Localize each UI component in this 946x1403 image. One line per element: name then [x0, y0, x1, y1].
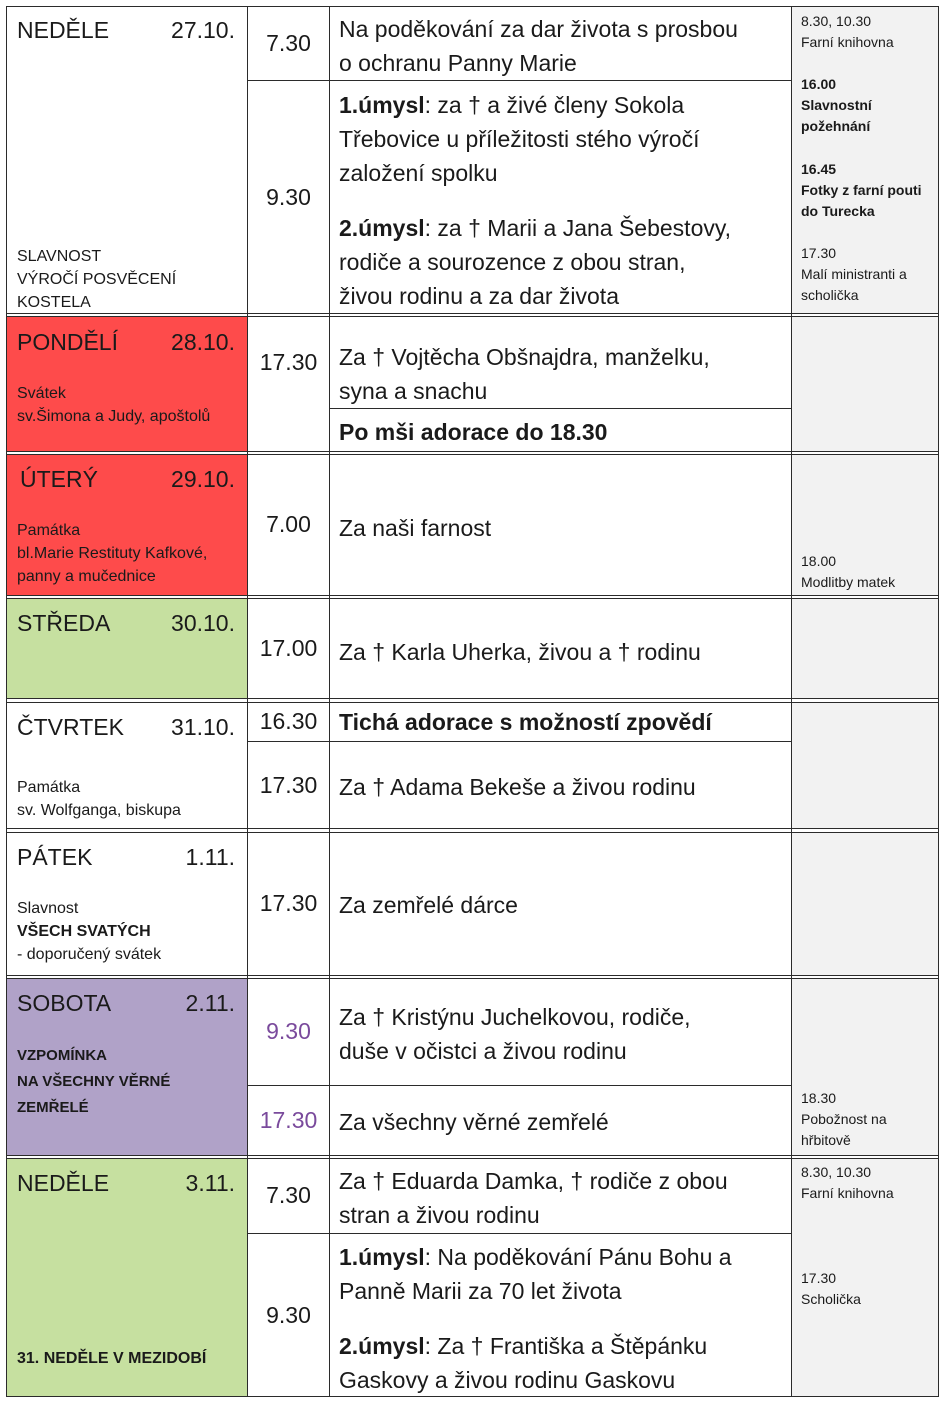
intention-line: Za všechny věrné zemřelé: [339, 1109, 609, 1135]
feast-line: Památka: [17, 779, 81, 796]
day-date: 28.10.: [171, 329, 235, 355]
intention-line: : Za † Františka a Štěpánku: [424, 1333, 708, 1359]
intention-line: o ochranu Panny Marie: [339, 50, 577, 76]
day-cell: [7, 317, 247, 451]
side-cell-bg: [792, 702, 938, 828]
mass-intention: [339, 888, 518, 922]
feast-line: bl.Marie Restituty Kafkové,: [17, 545, 208, 562]
mass-intention: [339, 770, 696, 804]
intention-line: stran a živou rodinu: [339, 1202, 540, 1228]
intention-line: Za † Vojtěcha Obšnajdra, manželku,: [339, 344, 710, 370]
event-title: Malí ministranti a: [801, 266, 907, 282]
event-title: Scholička: [801, 1291, 861, 1307]
intention-line: Na poděkování za dar života s prosbou: [339, 16, 738, 42]
intention-line: : za † Marii a Jana Šebestovy,: [424, 215, 732, 241]
side-cell-bg: [792, 832, 938, 975]
side-event: [801, 74, 937, 137]
mass-time: 9.30: [266, 1301, 311, 1328]
feast-note: [17, 1043, 170, 1121]
event-time: 16.45: [801, 161, 837, 177]
event-title: Slavnostní: [801, 97, 872, 113]
side-event: [801, 159, 937, 222]
side-event: [801, 1268, 937, 1310]
feast-line: VÝROČÍ POSVĚCENÍ KOSTELA: [17, 271, 177, 311]
feast-line: VŠECH SVATÝCH: [17, 923, 151, 940]
event-title: Farní knihovna: [801, 1185, 894, 1201]
side-event: [801, 243, 937, 306]
side-event: [801, 1088, 937, 1151]
feast-note: [17, 519, 207, 588]
day-date: 27.10.: [171, 17, 235, 43]
mass-intention: [339, 1329, 707, 1397]
mass-intention: [339, 1164, 728, 1232]
mass-intention: [339, 340, 710, 408]
intention-label: 1.úmysl: [339, 1244, 425, 1270]
mass-intention: [339, 705, 712, 739]
feast-line: SLAVNOST: [17, 248, 102, 265]
feast-note: [17, 1347, 206, 1370]
event-title: do Turecka: [801, 203, 875, 219]
mass-intention: [339, 635, 701, 669]
day-date: 29.10.: [171, 466, 235, 492]
side-event: [801, 11, 937, 53]
mass-time: 16.30: [259, 708, 318, 734]
event-time: 17.30: [801, 245, 837, 261]
intention-line: duše v očistci a živou rodinu: [339, 1038, 627, 1064]
feast-note: [17, 897, 161, 966]
day-cell: [7, 1158, 247, 1396]
feast-line: NA VŠECHNY VĚRNÉ: [17, 1073, 171, 1090]
feast-note: [17, 776, 181, 822]
mass-intention: [339, 1000, 691, 1068]
mass-time: 17.30: [259, 771, 318, 798]
mass-time: 17.00: [259, 634, 318, 661]
intention-line: Za naši farnost: [339, 515, 492, 541]
day-name: PÁTEK: [17, 844, 93, 870]
mass-time: 17.30: [259, 890, 318, 916]
day-cell: [7, 598, 247, 698]
mass-time: 7.30: [266, 1182, 311, 1208]
intention-label: 2.úmysl: [339, 1333, 425, 1359]
event-title: hřbitově: [801, 1132, 851, 1148]
intention-line: Za † Adama Bekeše a živou rodinu: [339, 774, 696, 800]
day-cell: [7, 454, 247, 595]
day-date: 3.11.: [185, 1170, 235, 1196]
feast-line: 31. NEDĚLE V MEZIDOBÍ: [17, 1350, 207, 1367]
mass-intention: [339, 1240, 732, 1308]
event-title: Fotky z farní pouti: [801, 182, 922, 198]
feast-line: VZPOMÍNKA: [17, 1047, 107, 1064]
day-date: 30.10.: [171, 610, 235, 636]
intention-line: Za † Eduarda Damka, † rodiče z obou: [339, 1168, 728, 1194]
intention-line: Za zemřelé dárce: [339, 892, 518, 918]
event-time: 16.00: [801, 76, 837, 92]
event-title: Modlitby matek: [801, 574, 896, 590]
event-title: požehnání: [801, 118, 871, 134]
day-date: 31.10.: [171, 714, 235, 740]
intention-line: Třebovice u příležitosti stého výročí: [339, 126, 700, 152]
intention-line: syna a snachu: [339, 378, 488, 404]
mass-intention: [339, 88, 699, 190]
feast-line: Svátek: [17, 385, 66, 402]
event-time: 18.00: [801, 553, 837, 569]
day-cell: [7, 978, 247, 1155]
mass-time: 9.30: [266, 1018, 311, 1044]
day-name: PONDĚLÍ: [17, 329, 118, 355]
mass-time: 9.30: [266, 183, 311, 210]
side-event: [801, 1162, 937, 1204]
mass-time: 7.00: [266, 511, 311, 537]
mass-intention: [339, 1105, 609, 1139]
feast-line: panny a mučednice: [17, 568, 156, 585]
intention-line: Za † Kristýnu Juchelkovou, rodiče,: [339, 1004, 691, 1030]
mass-time: 7.30: [266, 30, 311, 56]
event-title: Pobožnost na: [801, 1111, 887, 1127]
feast-line: Památka: [17, 522, 81, 539]
feast-line: - doporučený svátek: [17, 946, 162, 963]
feast-line: ZEMŘELÉ: [17, 1099, 89, 1116]
side-event: [801, 551, 937, 593]
intention-line: rodiče a sourozence z obou stran,: [339, 249, 686, 275]
intention-line: Gaskovy a živou rodinu Gaskovu: [339, 1367, 676, 1393]
side-cell-bg: [792, 598, 938, 698]
day-cell: [7, 832, 247, 975]
day-name: ÚTERÝ: [20, 466, 98, 492]
mass-time: 17.30: [259, 349, 318, 375]
intention-line: : Na poděkování Pánu Bohu a: [424, 1244, 732, 1270]
day-name: NEDĚLE: [17, 1170, 110, 1196]
feast-line: Slavnost: [17, 900, 79, 917]
intention-line: založení spolku: [339, 160, 498, 186]
intention-label: 2.úmysl: [339, 215, 425, 241]
day-date: 1.11.: [185, 844, 235, 870]
feast-note: [17, 382, 210, 428]
intention-label: 1.úmysl: [339, 92, 425, 118]
event-time: 17.30: [801, 1270, 837, 1286]
intention-line: živou rodinu a za dar života: [339, 283, 619, 309]
side-cell-bg: [792, 317, 938, 451]
event-time: 18.30: [801, 1090, 837, 1106]
intention-line: Za † Karla Uherka, živou a † rodinu: [339, 639, 701, 665]
intention-line: Po mši adorace do 18.30: [339, 419, 608, 445]
intention-line: : za † a živé členy Sokola: [424, 92, 685, 118]
feast-line: sv. Wolfganga, biskupa: [17, 802, 181, 819]
day-date: 2.11.: [185, 990, 235, 1016]
day-name: ČTVRTEK: [17, 714, 124, 740]
day-name: STŘEDA: [17, 610, 111, 636]
feast-note: [17, 245, 247, 314]
mass-intention: [339, 12, 738, 80]
intention-line: Panně Marii za 70 let života: [339, 1278, 622, 1304]
event-title: Farní knihovna: [801, 34, 894, 50]
day-cell: [7, 7, 247, 313]
mass-time: 17.30: [259, 1107, 318, 1133]
mass-intention: [339, 211, 731, 313]
day-name: NEDĚLE: [17, 17, 110, 43]
intention-line: Tichá adorace s možností zpovědí: [339, 709, 712, 735]
day-cell: [7, 702, 247, 828]
day-name: SOBOTA: [17, 990, 112, 1016]
event-title: scholička: [801, 287, 859, 303]
event-time: 8.30, 10.30: [801, 13, 872, 29]
adoration-note: [339, 415, 607, 449]
mass-intention: [339, 511, 491, 545]
event-time: 8.30, 10.30: [801, 1164, 872, 1180]
feast-line: sv.Šimona a Judy, apoštolů: [17, 408, 211, 425]
